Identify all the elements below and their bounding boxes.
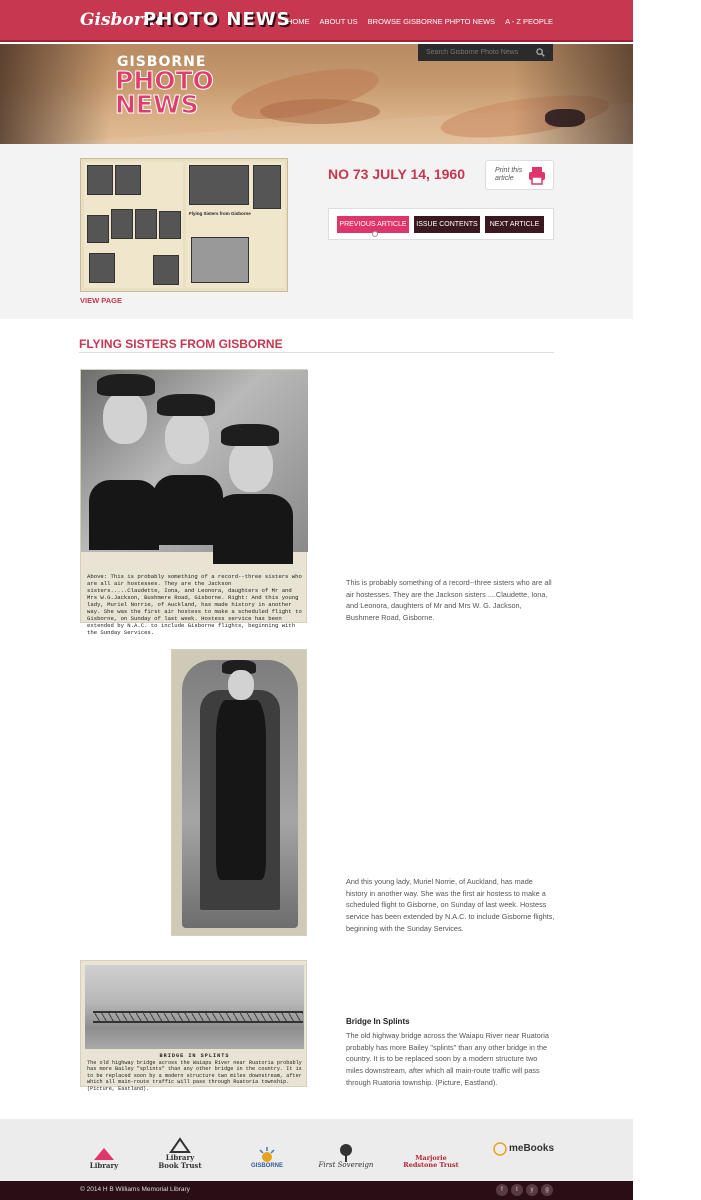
thumbnail-photo — [111, 209, 133, 239]
thumbnail-photo — [159, 211, 181, 239]
banner-figure — [260, 99, 380, 124]
thumbnail-photo — [191, 237, 249, 283]
sun-logo-icon — [254, 1145, 280, 1163]
site-footer — [0, 1181, 633, 1200]
bridge-structure — [93, 1011, 303, 1023]
hostess-figure — [213, 494, 293, 564]
tree-logo-icon — [333, 1144, 359, 1162]
partner-label: Library — [89, 1160, 119, 1170]
google-plus-icon[interactable]: g — [541, 1184, 553, 1196]
clipping-bridge[interactable] — [80, 960, 307, 1092]
banner-shade-left — [0, 44, 110, 144]
hostess-hat — [157, 394, 215, 416]
partner-library-book-trust[interactable] — [155, 1129, 205, 1169]
view-page-link[interactable]: VIEW PAGE — [80, 296, 122, 305]
partner-label: GISBORNE — [250, 1162, 283, 1169]
previous-article-button[interactable]: PREVIOUS ARTICLE — [337, 216, 409, 233]
issue-title: NO 73 JULY 14, 1960 — [328, 166, 465, 182]
partner-label: Library Book Trust — [158, 1153, 202, 1170]
cursor-indicator — [372, 231, 378, 237]
article-paragraph: And this young lady, Muriel Norrie, of Auckland, has made history in another way. She was the first air hostess to make a scheduled flight to Gisborne, on Sunday of last week. Hostess service has been extended by N.A.C. to include Gisborne flights, beginning with the Sunday Services. — [346, 877, 555, 933]
nav-a-z-people[interactable]: A - Z PEOPLE — [505, 17, 553, 26]
nav-home[interactable]: HOME — [286, 17, 310, 26]
print-article-label: Print this article — [495, 167, 523, 182]
partner-label: meBooks — [508, 1142, 554, 1154]
social-links — [496, 1184, 553, 1196]
thumbnail-photo — [153, 255, 179, 285]
thumbnail-photo — [189, 165, 249, 205]
bridge-caption — [87, 1053, 302, 1092]
article-title: FLYING SISTERS FROM GISBORNE — [79, 337, 283, 351]
hostess-figure — [216, 700, 266, 880]
search-input[interactable] — [418, 44, 533, 61]
main-nav — [287, 17, 553, 26]
next-article-button[interactable]: NEXT ARTICLE — [485, 216, 544, 233]
thumbnail-photo — [89, 253, 115, 283]
partner-logos — [0, 1119, 633, 1181]
partner-gisborne-district-council[interactable] — [243, 1129, 291, 1169]
banner-logo-news: NEWS — [115, 90, 199, 120]
youtube-icon[interactable]: y — [526, 1184, 538, 1196]
twitter-icon[interactable]: t — [511, 1184, 523, 1196]
issue-contents-button[interactable]: ISSUE CONTENTS — [414, 216, 480, 233]
library-logo-icon — [91, 1144, 117, 1162]
partner-label: First Sovereign — [318, 1160, 374, 1169]
thumbnail-photo — [87, 165, 113, 195]
partner-mebooks[interactable] — [482, 1129, 554, 1169]
nav-browse[interactable]: BROWSE GISBORNE PHPTO NEWS — [367, 17, 496, 26]
hostess-hat — [97, 374, 155, 396]
mebooks-logo-icon — [493, 1142, 507, 1156]
title-divider — [79, 352, 554, 353]
partner-marjorie-redstone-trust[interactable] — [400, 1129, 462, 1169]
banner-logo — [115, 54, 214, 120]
bridge-photo — [85, 965, 304, 1049]
thumbnail-heading: Flying Sisters from Gisborne — [189, 211, 251, 216]
page-thumbnail[interactable] — [80, 158, 288, 292]
banner-logo-photo: PHOTO — [115, 66, 214, 96]
search-box — [418, 44, 553, 61]
bridge-caption-title: BRIDGE IN SPLINTS — [159, 1053, 230, 1059]
thumbnail-photo — [135, 209, 157, 239]
site-logo-wordmark[interactable]: PHOTO NEWS — [143, 9, 291, 30]
partner-first-sovereign[interactable] — [315, 1129, 377, 1169]
hostess-face — [165, 412, 209, 464]
article-navigation — [328, 208, 554, 240]
search-icon[interactable] — [536, 48, 545, 57]
bridge-caption-text: The old highway bridge across the Waiapu River near Ruatoria probably has more Bailey "splints" than any other bridge in the country. It is to be replaced soon by a modern structure two miles downstream, after which all main-route traffic will pass through Ruatoria township. (Picture, Eastland). — [87, 1059, 302, 1092]
top-navigation-bar — [0, 0, 633, 42]
clipping-sisters[interactable] — [80, 369, 307, 636]
copyright-text: © 2014 H B Williams Memorial Library — [80, 1186, 190, 1193]
article-paragraph: This is probably something of a record--three sisters who are all air hostesses. They are the Jackson sisters ....Claudette, Iona, and Leonora, daughters of Mr and Mrs W. G. Jackson, Bushmere Road, Gisborne. — [346, 578, 552, 623]
hostess-figure — [89, 480, 159, 550]
nav-about-us[interactable]: ABOUT US — [319, 17, 358, 26]
print-article-button[interactable] — [485, 160, 554, 190]
banner-logo-gisborne: GISBORNE — [117, 54, 207, 70]
section-heading: Bridge In Splints — [346, 1017, 410, 1026]
thumbnail-photo — [253, 165, 281, 209]
issue-panel — [0, 144, 633, 319]
hostess-hat — [221, 424, 279, 446]
printer-icon — [529, 167, 545, 184]
hostess-face — [228, 670, 254, 700]
site-logo-script[interactable]: Gisborne — [80, 10, 166, 30]
partner-label: Marjorie Redstone Trust — [403, 1154, 459, 1170]
thumbnail-photo — [115, 165, 141, 195]
hostess-face — [229, 440, 273, 492]
book-trust-logo-icon — [167, 1136, 193, 1154]
sisters-caption: Above: This is probably something of a record--three sisters who are all air hostesses. They are the Jackson sisters.....Claudette, Iona, and Leonora, daughters of Mr and Mrs W.G.Jackson, Bushmere Road, Gisborne. Right: And this young lady, Muriel Norrie, of Auckland, has made history in another way. She was the first air hostess to make a scheduled flight to Gisborne, on Sunday of last week. Hostess service has been extended by N.A.C. to include Gisborne flights, beginning with the Sunday Services. — [87, 573, 302, 636]
sisters-photo — [81, 370, 308, 552]
thumbnail-photo — [87, 215, 109, 243]
hostess-face — [103, 392, 147, 444]
partner-hb-williams-library[interactable] — [80, 1129, 128, 1169]
facebook-icon[interactable]: f — [496, 1184, 508, 1196]
clipping-hostess[interactable] — [171, 649, 307, 936]
article-paragraph: The old highway bridge across the Waiapu River near Ruatoria probably has more Bailey "splints" than any other bridge in the country. It is to be replaced soon by a modern structure two miles downstream, after which all main-route traffic will pass through Ruatoria township. (Picture, Eastland). — [346, 1031, 549, 1087]
